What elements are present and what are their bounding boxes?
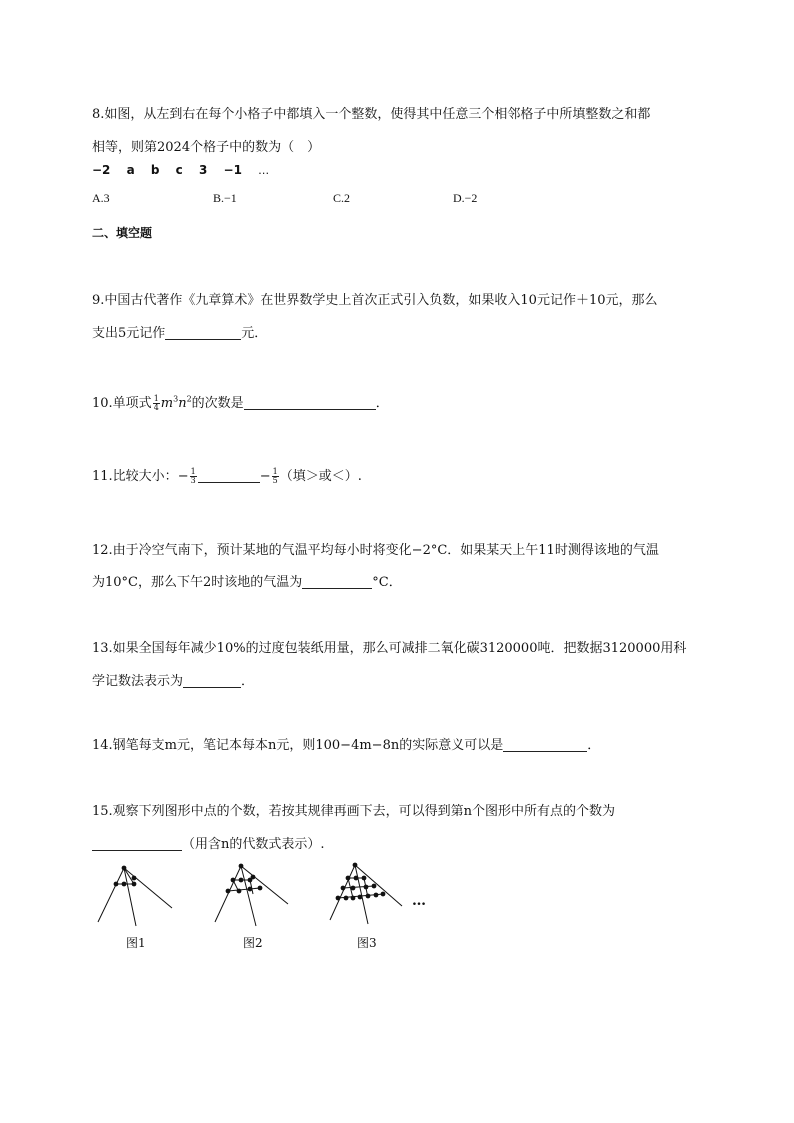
q13-line2	[92, 670, 254, 689]
figure-1-dot	[122, 866, 127, 871]
q12-line2-suffix: °C．	[372, 575, 402, 590]
figure-3-dot	[341, 886, 346, 891]
figure-3-dot	[364, 885, 369, 890]
figure-ellipsis: …	[412, 893, 426, 909]
q8-option-b[interactable]: B.−1	[213, 191, 237, 205]
figure-3-dot	[336, 896, 341, 901]
figure-2-dot	[231, 878, 236, 883]
q10-var-m: m	[160, 396, 174, 411]
q11-f1-den: 3	[190, 476, 196, 485]
figure-3-dot	[381, 892, 386, 897]
figure-3-dot	[366, 894, 371, 899]
q8-cell-4: c	[175, 163, 183, 177]
q10-suffix: 的次数是	[191, 396, 244, 411]
figure-3-label: 图3	[357, 936, 377, 950]
q11-f2-den: 5	[272, 476, 278, 485]
q10-fraction	[153, 395, 160, 412]
q9-line2	[92, 322, 267, 341]
figure-3-dot	[372, 884, 377, 889]
q8-cell-2: a	[126, 163, 135, 177]
q15-figures	[90, 860, 440, 930]
q11-line	[92, 465, 362, 485]
figure-3-dot	[354, 876, 359, 881]
q8-line2: 相等，则第2024个格子中的数为（ ）	[92, 140, 321, 155]
q11-f2-num: 1	[272, 467, 278, 476]
q12-line2	[92, 571, 402, 590]
q8-cell-ellipsis: …	[258, 164, 270, 177]
q10-exp-n: 2	[186, 394, 192, 404]
figure-2-dot	[237, 889, 242, 894]
figure-2-dot	[258, 886, 263, 891]
figure-3-lines	[330, 865, 402, 924]
q8-option-a[interactable]: A.3	[92, 191, 110, 205]
q9-line1: 9.中国古代著作《九章算术》在世界数学史上首次正式引入负数，如果收入10元记作＋10元，那么	[92, 293, 658, 308]
figure-2-label: 图2	[243, 936, 263, 950]
q10-var-n: n	[178, 396, 187, 411]
q12-line2-prefix: 为10°C，那么下午2时该地的气温为	[92, 575, 303, 590]
q10-end: ．	[375, 396, 389, 411]
q8-cell-5: 3	[198, 163, 208, 177]
q10-frac-num: 1	[153, 394, 159, 403]
q8-cell-1: −2	[92, 163, 111, 177]
q12-answer-blank[interactable]	[302, 574, 372, 589]
q12-line1: 12.由于冷空气南下，预计某地的气温平均每小时将变化−2°C．如果某天上午11时测得该地的气温	[92, 543, 659, 558]
figure-3-dot	[362, 876, 367, 881]
figure-1-dot	[132, 882, 137, 887]
q8-cells-row	[92, 163, 281, 177]
figure-1-dot	[132, 876, 137, 881]
q9-line2-prefix: 支出5元记作	[92, 326, 166, 341]
figure-3-dot	[351, 886, 356, 891]
figure-1-dot	[122, 882, 127, 887]
figure-3-dot	[374, 893, 379, 898]
figure-2-dot	[251, 875, 256, 880]
q14-line	[92, 734, 600, 753]
q10-answer-blank[interactable]	[244, 395, 376, 410]
figure-2-dot	[239, 864, 244, 869]
figure-3-dot	[351, 896, 356, 901]
q15-line1: 15.观察下列图形中点的个数，若按其规律再画下去，可以得到第n个图形中所有点的个数为	[92, 804, 616, 819]
q10-frac-den: 4	[153, 403, 159, 412]
figure-2-dot	[226, 889, 231, 894]
q10-prefix: 10.单项式	[92, 396, 152, 411]
figure-2-dot	[239, 878, 244, 883]
figure-2-dot	[248, 887, 253, 892]
figure-3-dot	[346, 876, 351, 881]
q15-line2-suffix: （用含n的代数式表示）.	[182, 837, 325, 852]
q14-answer-blank[interactable]	[503, 737, 587, 752]
q8-line1: 8.如图，从左到右在每个小格子中都填入一个整数，使得其中任意三个相邻格子中所填整数之和都	[92, 107, 651, 122]
q11-answer-blank[interactable]	[198, 468, 260, 483]
q13-line2-suffix: ．	[241, 674, 255, 689]
section-title-fill-in: 二、填空题	[92, 226, 153, 240]
q13-line2-prefix: 学记数法表示为	[92, 674, 184, 689]
q11-neg1: −	[177, 469, 189, 484]
figure-2-lines	[215, 866, 288, 926]
q11-fraction-1	[190, 468, 197, 485]
q9-line2-suffix: 元．	[241, 326, 268, 341]
q11-suffix: （填＞或＜）.	[279, 469, 362, 484]
q15-line2	[92, 833, 325, 852]
q13-answer-blank[interactable]	[183, 673, 241, 688]
q8-option-d[interactable]: D.−2	[453, 191, 478, 205]
q14-text: 14.钢笔每支m元，笔记本每本n元，则100−4m−8n的实际意义可以是	[92, 738, 504, 753]
figure-3-dot	[344, 896, 349, 901]
figure-1-dot	[114, 882, 119, 887]
figure-3-dot	[358, 895, 363, 900]
q11-fraction-2	[272, 468, 279, 485]
q8-cell-6: −1	[223, 163, 242, 177]
q11-neg2: −	[259, 469, 271, 484]
q11-f1-num: 1	[190, 467, 196, 476]
q11-prefix: 11.比较大小：	[92, 469, 178, 484]
q8-option-c[interactable]: C.2	[333, 191, 351, 205]
q8-cell-3: b	[150, 163, 160, 177]
q15-answer-blank[interactable]	[92, 836, 182, 851]
q14-end: ．	[587, 738, 601, 753]
q10-line	[92, 392, 389, 412]
q9-answer-blank[interactable]	[165, 325, 241, 340]
figure-3-dot	[353, 863, 358, 868]
q10-exp-m: 3	[173, 394, 179, 404]
q13-line1: 13.如果全国每年减少10%的过度包装纸用量，那么可减排二氧化碳3120000吨．把数据3120000用科	[92, 641, 687, 656]
figure-1-label: 图1	[126, 936, 146, 950]
